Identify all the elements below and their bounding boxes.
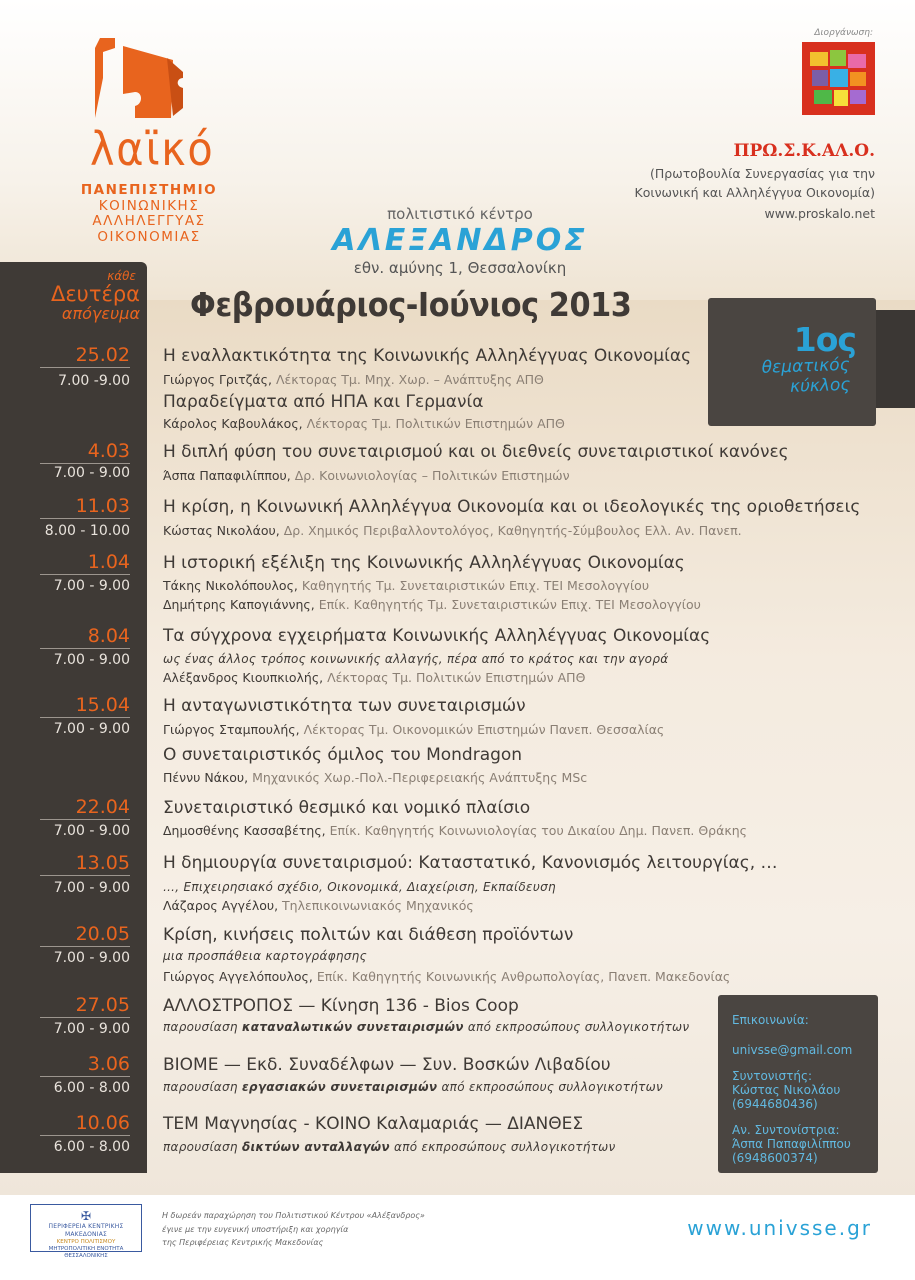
speaker-role: Επίκ. Καθηγητής Τμ. Συνεταιριστικών Επιχ. ΤΕΙ Μεσολογγίου — [314, 597, 701, 612]
sidebar-header-line-3: απόγευμα — [61, 304, 140, 323]
puzzle-pieces-icon — [802, 42, 875, 115]
speaker-role: Λέκτορας Τμ. Οικονομικών Επιστημών Πανεπ. Θεσσαλίας — [299, 722, 665, 737]
logo-line-3: ΑΛΛΗΛΕΓΓΥΑΣ — [92, 213, 206, 229]
deputy-coordinator — [732, 1123, 866, 1165]
venue-block — [330, 205, 590, 277]
speaker-name: Γιώργος Αγγελόπουλος, — [163, 969, 313, 984]
event-title: Η ιστορική εξέλιξη της Κοινωνικής Αλληλέγγυας Οικονομίας — [163, 553, 685, 573]
event-subtitle: …, Επιχειρησιακό σχέδιο, Οικονομικά, Διαχείριση, Εκπαίδευση — [163, 880, 556, 894]
event-subtitle: ως ένας άλλος τρόπος κοινωνικής αλλαγής, πέρα από το κράτος και την αγορά — [163, 652, 669, 666]
event-time: 8.00 - 10.00 — [44, 523, 130, 539]
organizer-block — [620, 28, 875, 221]
coordinator-phone: (6944680436) — [732, 1097, 818, 1111]
event-speaker — [163, 898, 474, 914]
speaker-role: Λέκτορας Τμ. Πολιτικών Επιστημών ΑΠΘ — [302, 416, 565, 431]
event-time: 7.00 - 9.00 — [53, 1021, 130, 1037]
speaker-name: Αλέξανδρος Κιουπκιολής, — [163, 670, 324, 685]
event-title: Η εναλλακτικότητα της Κοινωνικής Αλληλέγγυας Οικονομίας — [163, 346, 692, 366]
venue-address: εθν. αμύνης 1, Θεσσαλονίκη — [353, 259, 567, 277]
speaker-role: Μηχανικός Χωρ.-Πολ.-Περιφερειακής Ανάπτυξης MSc — [248, 770, 588, 785]
deputy-phone: (6948600374) — [732, 1151, 818, 1165]
speaker-role: Λέκτορας Τμ. Μηχ. Χωρ. – Ανάπτυξης ΑΠΘ — [271, 372, 544, 387]
event-subtitle — [163, 1020, 689, 1035]
event-time: 7.00 - 9.00 — [53, 950, 130, 966]
event-speaker — [163, 969, 730, 985]
speaker-name: Πέννυ Νάκου, — [163, 770, 249, 785]
sponsor-note-line-3: της Περιφέρειας Κεντρικής Μακεδονίας — [162, 1238, 324, 1247]
organizer-desc-line-1: (Πρωτοβουλία Συνεργασίας για την — [650, 166, 875, 181]
logo-line-2: ΚΟΙΝΩΝΙΚΗΣ — [98, 197, 200, 214]
coordinator-name: Κώστας Νικολάου — [732, 1083, 841, 1097]
event-title-2: Ο συνεταιριστικός όμιλος του Mondragon — [163, 745, 523, 765]
logo-line-1: ΠΑΝΕΠΙΣΤΗΜΙΟ — [80, 182, 218, 198]
subtitle-prefix: παρουσίαση — [163, 1020, 242, 1034]
speaker-role: Δρ. Κοινωνιολογίας – Πολιτικών Επιστημών — [290, 468, 570, 483]
event-subtitle — [163, 1140, 616, 1155]
logo-subtitle — [74, 183, 224, 245]
speaker-role: Δρ. Χημικός Περιβαλλοντολόγος, Καθηγητής-Σύμβουλος Ελλ. Αν. Πανεπ. — [279, 523, 742, 538]
badge-text — [707, 354, 868, 400]
event-date: 11.03 — [40, 495, 130, 519]
event-speaker — [163, 578, 649, 594]
event-date: 10.06 — [40, 1112, 130, 1136]
subtitle-suffix: από εκπροσώπους συλλογικοτήτων — [389, 1140, 616, 1154]
subtitle-highlight: εργασιακών συνεταιρισμών — [241, 1080, 438, 1094]
badge-text-line-1: θεματικός — [761, 354, 850, 378]
event-title: Η ανταγωνιστικότητα των συνεταιρισμών — [163, 696, 526, 716]
sponsor-note-line-2: έγινε με την ευγενική υποστήριξη και χορηγία — [162, 1224, 349, 1234]
event-date: 20.05 — [40, 923, 130, 947]
event-title: Συνεταιριστικό θεσμικό και νομικό πλαίσιο — [163, 798, 531, 818]
badge-number: 1ος — [793, 320, 856, 359]
event-title: Η διπλή φύση του συνεταιρισμού και οι διεθνείς συνεταιριστικοί κανόνες — [163, 442, 789, 462]
event-speaker — [163, 670, 585, 686]
speaker-name: Κώστας Νικολάου, — [163, 523, 280, 538]
speaker-role: Λέκτορας Τμ. Πολιτικών Επιστημών ΑΠΘ — [323, 670, 586, 685]
subtitle-suffix: από εκπροσώπους συλλογικοτήτων — [437, 1080, 663, 1094]
logo-word: λαϊκό — [90, 122, 215, 176]
speaker-name: Τάκης Νικολόπουλος, — [163, 578, 298, 593]
organizer-name: ΠΡΩ.Σ.Κ.ΑΛ.Ο. — [733, 141, 875, 161]
subtitle-prefix: παρουσίαση — [163, 1140, 242, 1154]
speaker-role: Επίκ. Καθηγητής Κοινωνικής Ανθρωπολογίας, Πανεπ. Μακεδονίας — [312, 969, 731, 984]
event-speaker — [163, 722, 664, 738]
region-logo-line-2: ΚΕΝΤΡΟ ΠΟΛΙΤΙΣΜΟΥ — [56, 1239, 116, 1245]
subtitle-highlight: καταναλωτικών συνεταιρισμών — [241, 1020, 464, 1034]
event-title: ΤΕΜ Μαγνησίας - ΚΟΙΝΟ Καλαμαριάς — ΔΙΑΝΘΕΣ — [163, 1114, 584, 1134]
region-logo — [30, 1204, 142, 1259]
organizer-description — [620, 164, 875, 202]
event-subtitle — [163, 1080, 663, 1095]
event-date: 8.04 — [40, 625, 130, 649]
contact-box — [718, 995, 878, 1173]
speaker-role: Καθηγητής Τμ. Συνεταιριστικών Επιχ. ΤΕΙ Μεσολογγίου — [297, 578, 650, 593]
region-logo-line-3: ΜΗΤΡΟΠΟΛΙΤΙΚΗ ΕΝΟΤΗΤΑ ΘΕΣΣΑΛΟΝΙΚΗΣ — [48, 1246, 124, 1259]
event-time: 7.00 - 9.00 — [53, 880, 130, 896]
coordinator — [732, 1069, 866, 1111]
sidebar-header — [0, 270, 140, 323]
event-time: 6.00 - 8.00 — [53, 1139, 130, 1155]
event-speaker-2 — [163, 597, 701, 613]
venue-name: ΑΛΕΞΑΝΔΡΟΣ — [332, 223, 588, 258]
event-date: 3.06 — [40, 1053, 130, 1077]
subtitle-highlight: δικτύων ανταλλαγών — [241, 1140, 390, 1154]
speaker-role: Επίκ. Καθηγητής Κοινωνιολογίας του Δικαίου Δημ. Πανεπ. Θράκης — [325, 823, 747, 838]
event-speaker — [163, 372, 544, 388]
sponsor-note-line-1: Η δωρεάν παραχώρηση του Πολιτιστικού Κέντρου «Αλέξανδρος» — [162, 1211, 425, 1220]
event-title: ΒΙΟΜΕ — Εκδ. Συναδέλφων — Συν. Βοσκών Λιβαδίου — [163, 1055, 611, 1075]
event-speaker-2 — [163, 770, 587, 786]
event-date: 4.03 — [40, 440, 130, 464]
event-speaker — [163, 823, 747, 839]
contact-email[interactable]: univsse@gmail.com — [732, 1043, 853, 1057]
logo-line-4: ΟΙΚΟΝΟΜΙΑΣ — [97, 228, 201, 245]
event-time: 7.00 - 9.00 — [53, 652, 130, 668]
speaker-name: Λάζαρος Αγγέλου, — [163, 898, 279, 913]
speaker-name: Γιώργος Σταμπουλής, — [163, 722, 300, 737]
event-date: 22.04 — [40, 796, 130, 820]
organizer-url[interactable]: www.proskalo.net — [764, 206, 875, 221]
contact-label: Επικοινωνία: — [732, 1013, 809, 1027]
event-title: ΑΛΛΟΣΤΡΟΠΟΣ — Κίνηση 136 - Bios Coop — [163, 996, 519, 1016]
coordinator-label: Συντονιστής: — [732, 1069, 813, 1083]
speaker-role: Τηλεπικοινωνιακός Μηχανικός — [278, 898, 474, 913]
event-speaker-2 — [163, 416, 565, 432]
event-time: 6.00 - 8.00 — [53, 1080, 130, 1096]
event-date: 27.05 — [40, 994, 130, 1018]
event-time: 7.00 - 9.00 — [53, 465, 130, 481]
speaker-name: Κάρολος Καβουλάκος, — [163, 416, 303, 431]
event-date: 25.02 — [40, 344, 130, 368]
region-logo-line-1: ΠΕΡΙΦΕΡΕΙΑ ΚΕΝΤΡΙΚΗΣ ΜΑΚΕΔΟΝΙΑΣ — [48, 1223, 124, 1238]
event-title: Τα σύγχρονα εγχειρήματα Κοινωνικής Αλληλέγγυας Οικονομίας — [163, 626, 711, 646]
event-subtitle: μια προσπάθεια καρτογράφησης — [163, 949, 367, 963]
venue-prefix: πολιτιστικό κέντρο — [387, 205, 533, 223]
speaker-name: Άσπα Παπαφιλίππου, — [163, 468, 291, 483]
event-speaker — [163, 468, 570, 484]
puzzle-logo-icon — [95, 38, 185, 128]
emblem-icon: ✠ — [80, 1209, 92, 1223]
event-time: 7.00 - 9.00 — [53, 578, 130, 594]
event-date: 1.04 — [40, 551, 130, 575]
organizer-label: Διοργάνωση: — [814, 28, 873, 38]
sidebar-header-line-1: κάθε — [107, 269, 136, 283]
page-title: Φεβρουάριος-Ιούνιος 2013 — [190, 285, 632, 324]
event-time: 7.00 - 9.00 — [53, 721, 130, 737]
event-date: 15.04 — [40, 694, 130, 718]
subtitle-prefix: παρουσίαση — [163, 1080, 242, 1094]
event-title: Η κρίση, η Κοινωνική Αλληλέγγυα Οικονομία και οι ιδεολογικές της οριοθετήσεις — [163, 497, 861, 517]
subtitle-suffix: από εκπροσώπους συλλογικοτήτων — [463, 1020, 690, 1034]
speaker-name: Δημοσθένης Κασσαβέτης, — [163, 823, 326, 838]
speaker-name: Γιώργος Γριτζάς, — [163, 372, 272, 387]
event-title: Κρίση, κινήσεις πολιτών και διάθεση προϊόντων — [163, 925, 574, 945]
badge-text-line-2: κύκλος — [789, 374, 851, 397]
sidebar-header-line-2: Δευτέρα — [50, 282, 140, 306]
deputy-name: Άσπα Παπαφιλίππου — [732, 1137, 851, 1151]
website-link[interactable]: www.univsse.gr — [687, 1216, 872, 1240]
deputy-label: Αν. Συντονίστρια: — [732, 1123, 840, 1137]
organizer-desc-line-2: Κοινωνική και Αλληλέγγυα Οικονομία) — [634, 185, 875, 200]
event-title-2: Παραδείγματα από ΗΠΑ και Γερμανία — [163, 392, 484, 412]
sponsor-note — [162, 1209, 425, 1250]
event-date: 13.05 — [40, 852, 130, 876]
event-title: Η δημιουργία συνεταιρισμού: Καταστατικό, Κανονισμός λειτουργίας, … — [163, 853, 778, 873]
event-time: 7.00 - 9.00 — [53, 823, 130, 839]
event-speaker — [163, 523, 742, 539]
speaker-name: Δημήτρης Καπογιάννης, — [163, 597, 315, 612]
event-time: 7.00 -9.00 — [58, 373, 130, 389]
